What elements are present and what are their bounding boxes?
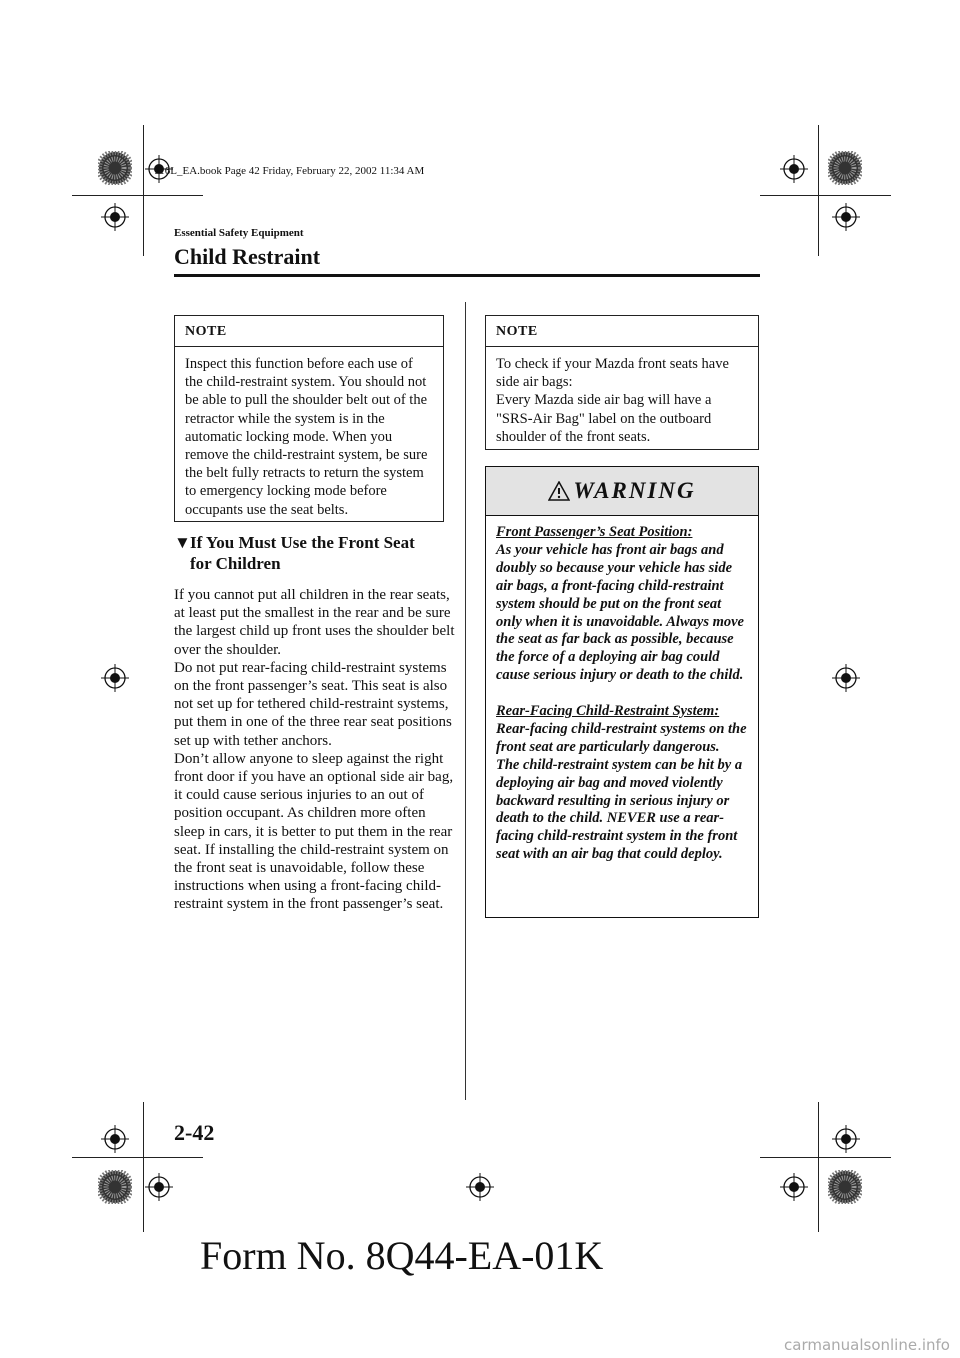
note-body: To check if your Mazda front seats have side air bags: Every Mazda side air bag will have a "SRS-Air Bag" label on the outboard shoulder of the front seats. — [496, 356, 729, 445]
subsection-heading-line1: If You Must Use the Front Seat — [190, 533, 415, 552]
warning-section-text: Rear-facing child-restraint systems on the front seat are particularly dangerous. The child-restraint system can be hit by a deploying air bag and moved violently backward resulting in serious injury or death to the child. NEVER use a rear-facing child-restraint system in the front seat with an air bag that could deploy. — [496, 720, 747, 863]
crop-line — [818, 1102, 819, 1232]
title-rule — [174, 274, 760, 277]
warning-triangle-icon — [548, 481, 570, 501]
registration-mark-icon — [832, 1125, 860, 1153]
subsection-heading-line2: for Children — [190, 554, 281, 573]
registration-mark-icon — [101, 664, 129, 692]
registration-mark-icon — [101, 1125, 129, 1153]
warning-section-text: As your vehicle has front air bags and doubly so because your vehicle has side air bags, a front-facing child-restraint system should be put on the front seat only when it is unavoidable. Always move the seat as far back as possible, because the force of a deploying air bag could cause serious injury or death to the child. — [496, 541, 744, 684]
crop-line — [72, 1157, 203, 1158]
page-number: 2-42 — [174, 1120, 215, 1145]
watermark: carmanualsonline.info — [784, 1336, 950, 1354]
book-stamp: J16L_EA.book Page 42 Friday, February 22, 2002 11:34 AM — [155, 165, 425, 177]
spacer — [496, 685, 748, 703]
registration-mark-icon — [780, 155, 808, 183]
column-divider — [465, 302, 466, 1100]
note-heading: NOTE — [175, 316, 443, 347]
warning-header — [486, 467, 758, 516]
color-wheel-mark-icon — [98, 151, 132, 185]
registration-mark-icon — [832, 664, 860, 692]
registration-mark-icon — [832, 203, 860, 231]
note-heading: NOTE — [486, 316, 758, 347]
note-body: Inspect this function before each use of the child-restraint system. You should not be able to pull the shoulder belt out of the retractor while the system is in the automatic locking mode. When you remove the child-restraint system, be sure the belt fully retracts to return the system to emergency locking mode before occupants use the seat belts. — [185, 356, 428, 518]
crop-line — [143, 1102, 144, 1232]
color-wheel-mark-icon — [828, 1170, 862, 1204]
color-wheel-mark-icon — [98, 1170, 132, 1204]
registration-mark-icon — [780, 1173, 808, 1201]
note-box-right — [485, 315, 759, 450]
registration-mark-icon — [466, 1173, 494, 1201]
warning-box — [485, 466, 759, 918]
crop-line — [72, 195, 203, 196]
registration-mark-icon — [101, 203, 129, 231]
page-title: Child Restraint — [174, 244, 321, 269]
note-box-left — [174, 315, 444, 522]
warning-section-heading: Front Passenger’s Seat Position: — [496, 524, 693, 540]
form-number: Form No. 8Q44-EA-01K — [200, 1233, 604, 1278]
body-text: If you cannot put all children in the rear seats, at least put the smallest in the rear and be sure the largest child up front uses the shoulder belt over the shoulder. Do not put rear-facing child-restraint systems on the front passenger’s seat. This seat is also not set up for tethered child-restraint systems, put them in one of the three rear seat positions set up with tether anchors. Don’t allow anyone to sleep against the right front door if you have an optional side air bag, it could cause serious injuries to an out of position occupant. As children more often sleep in cars, it is better to put them in the rear seat. If installing the child-restraint system on the front seat is unavoidable, follow these instructions when using a front-facing child-restraint system in the front passenger’s seat. — [174, 587, 455, 913]
triangle-marker-icon: ▼ — [174, 533, 191, 552]
section-label: Essential Safety Equipment — [174, 227, 304, 239]
subsection-heading — [174, 532, 454, 574]
crop-line — [760, 195, 891, 196]
crop-line — [818, 125, 819, 256]
crop-line — [760, 1157, 891, 1158]
crop-line — [143, 125, 144, 256]
registration-mark-icon — [145, 1173, 173, 1201]
warning-section-heading: Rear-Facing Child-Restraint System: — [496, 703, 720, 720]
color-wheel-mark-icon — [828, 151, 862, 185]
warning-body — [486, 516, 758, 872]
warning-title: WARNING — [573, 478, 696, 503]
